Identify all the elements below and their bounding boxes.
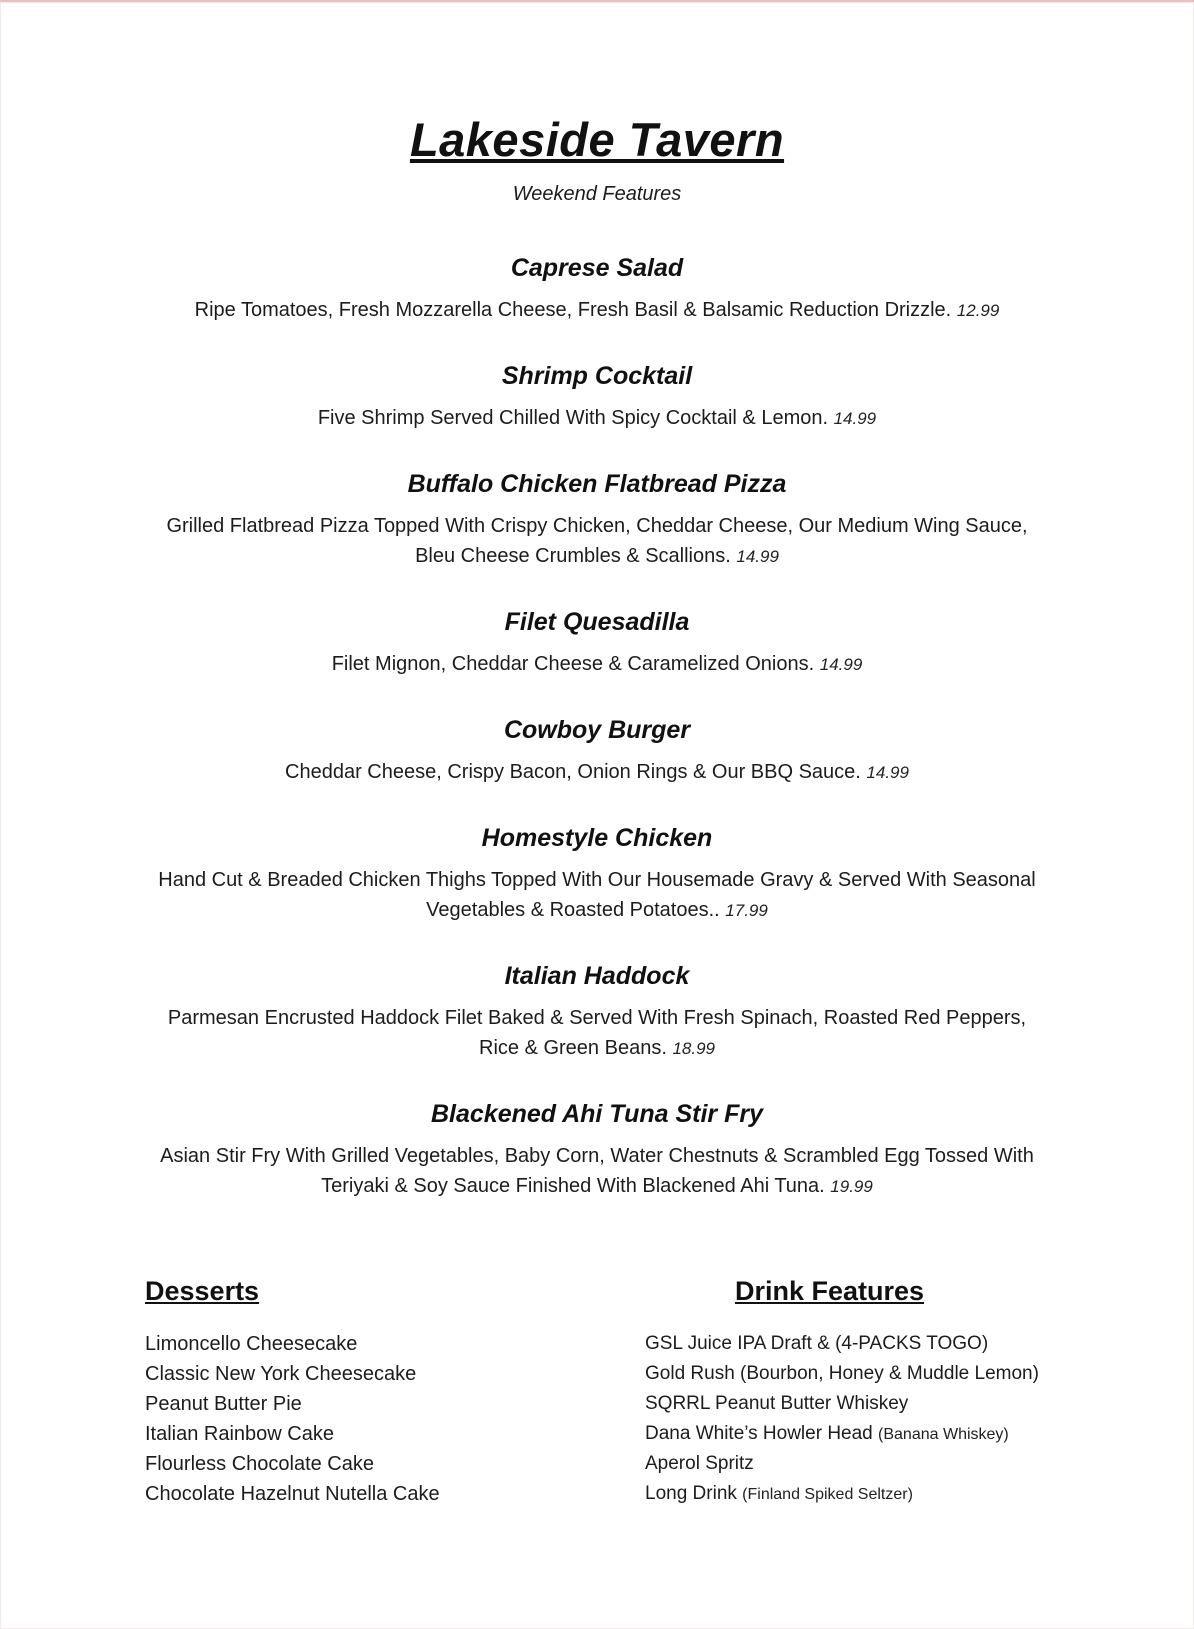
menu-item bbox=[152, 362, 1042, 434]
menu-item bbox=[152, 962, 1042, 1064]
drink-item bbox=[645, 1359, 1074, 1389]
menu-item-description-text: Ripe Tomatoes, Fresh Mozzarella Cheese, Fresh Basil & Balsamic Reduction Drizzle. bbox=[194, 299, 952, 321]
drink-item bbox=[645, 1389, 1074, 1419]
menu-item-name: Blackened Ahi Tuna Stir Fry bbox=[430, 1100, 764, 1128]
dessert-item: Limoncello Cheesecake bbox=[145, 1333, 358, 1355]
menu-item-description-text: Parmesan Encrusted Haddock Filet Baked & Served With Fresh Spinach, Roasted Red Peppers, Rice & Green Beans. bbox=[167, 1007, 1027, 1059]
menu-item-name: Caprese Salad bbox=[510, 254, 684, 282]
menu-item-price: 19.99 bbox=[830, 1177, 873, 1196]
drinks-list bbox=[645, 1329, 1074, 1509]
dessert-item: Classic New York Cheesecake bbox=[145, 1363, 417, 1385]
desserts-section bbox=[145, 1276, 615, 1509]
menu-item-price: 14.99 bbox=[736, 547, 779, 566]
drink-features-heading: Drink Features bbox=[734, 1276, 925, 1306]
menu-item-description bbox=[152, 1141, 1042, 1202]
featured-items-section bbox=[152, 254, 1042, 1202]
drink-item bbox=[645, 1419, 1074, 1449]
menu-item-description bbox=[152, 403, 1042, 434]
menu-item bbox=[152, 608, 1042, 680]
desserts-heading: Desserts bbox=[145, 1276, 260, 1306]
dessert-item: Flourless Chocolate Cake bbox=[145, 1453, 374, 1475]
drink-item-name: Dana White’s Howler Head bbox=[645, 1423, 873, 1444]
dessert-item: Peanut Butter Pie bbox=[145, 1393, 302, 1415]
menu-item bbox=[152, 254, 1042, 326]
bottom-section bbox=[145, 1276, 1074, 1509]
page-title: Lakeside Tavern bbox=[409, 113, 785, 166]
drink-item-note: (Banana Whiskey) bbox=[878, 1426, 1009, 1443]
menu-item-price: 18.99 bbox=[672, 1039, 715, 1058]
menu-item-description bbox=[152, 865, 1042, 926]
drink-item bbox=[645, 1479, 1074, 1509]
menu-header bbox=[0, 112, 1194, 206]
menu-item bbox=[152, 470, 1042, 572]
menu-item-name: Homestyle Chicken bbox=[481, 824, 713, 852]
menu-item-description-text: Cheddar Cheese, Crispy Bacon, Onion Rings & Our BBQ Sauce. bbox=[285, 761, 861, 783]
menu-item-name: Cowboy Burger bbox=[503, 716, 691, 744]
menu-item bbox=[152, 824, 1042, 926]
drink-features-section bbox=[615, 1276, 1074, 1509]
drink-item-name: Long Drink bbox=[645, 1483, 737, 1504]
page-subtitle: Weekend Features bbox=[512, 183, 682, 205]
menu-item bbox=[152, 1100, 1042, 1202]
menu-item-description-text: Asian Stir Fry With Grilled Vegetables, Baby Corn, Water Chestnuts & Scrambled Egg Tossed With Teriyaki & Soy Sauce Finished With Blackened Ahi Tuna. bbox=[160, 1145, 1034, 1197]
drink-item-name: Gold Rush (Bourbon, Honey & Muddle Lemon) bbox=[645, 1363, 1039, 1384]
drink-item-note: (Finland Spiked Seltzer) bbox=[742, 1486, 913, 1503]
menu-item-name: Filet Quesadilla bbox=[504, 608, 690, 636]
menu-item-description-text: Five Shrimp Served Chilled With Spicy Cocktail & Lemon. bbox=[317, 407, 829, 429]
menu-item-description bbox=[152, 295, 1042, 326]
drink-item-name: GSL Juice IPA Draft & (4-PACKS TOGO) bbox=[645, 1333, 989, 1354]
menu-item-description bbox=[152, 649, 1042, 680]
menu-item-price: 14.99 bbox=[866, 763, 909, 782]
menu-item-price: 12.99 bbox=[956, 301, 1000, 320]
menu-item bbox=[152, 716, 1042, 788]
dessert-item: Italian Rainbow Cake bbox=[145, 1423, 334, 1445]
menu-item-description-text: Hand Cut & Breaded Chicken Thighs Topped With Our Housemade Gravy & Served With Seasonal Vegetables & Roasted Potatoes.. bbox=[158, 869, 1036, 921]
menu-item-name: Shrimp Cocktail bbox=[501, 362, 693, 390]
dessert-item: Chocolate Hazelnut Nutella Cake bbox=[145, 1483, 440, 1505]
menu-item-description-text: Filet Mignon, Cheddar Cheese & Caramelized Onions. bbox=[331, 653, 815, 675]
menu-item-description-text: Grilled Flatbread Pizza Topped With Crispy Chicken, Cheddar Cheese, Our Medium Wing Sauce, Bleu Cheese Crumbles & Scallions. bbox=[166, 515, 1028, 567]
menu-item-description bbox=[152, 757, 1042, 788]
menu-item-name: Buffalo Chicken Flatbread Pizza bbox=[407, 470, 787, 498]
drink-item bbox=[645, 1449, 1074, 1479]
drink-item-name: SQRRL Peanut Butter Whiskey bbox=[645, 1393, 909, 1414]
menu-item-price: 14.99 bbox=[833, 409, 877, 428]
desserts-list bbox=[145, 1329, 615, 1509]
menu-item-description bbox=[152, 1003, 1042, 1064]
menu-item-price: 17.99 bbox=[725, 901, 768, 920]
drink-item bbox=[645, 1329, 1074, 1359]
drink-item-name: Aperol Spritz bbox=[645, 1453, 754, 1474]
menu-item-price: 14.99 bbox=[819, 655, 863, 674]
menu-item-description bbox=[152, 511, 1042, 572]
menu-item-name: Italian Haddock bbox=[504, 962, 690, 990]
